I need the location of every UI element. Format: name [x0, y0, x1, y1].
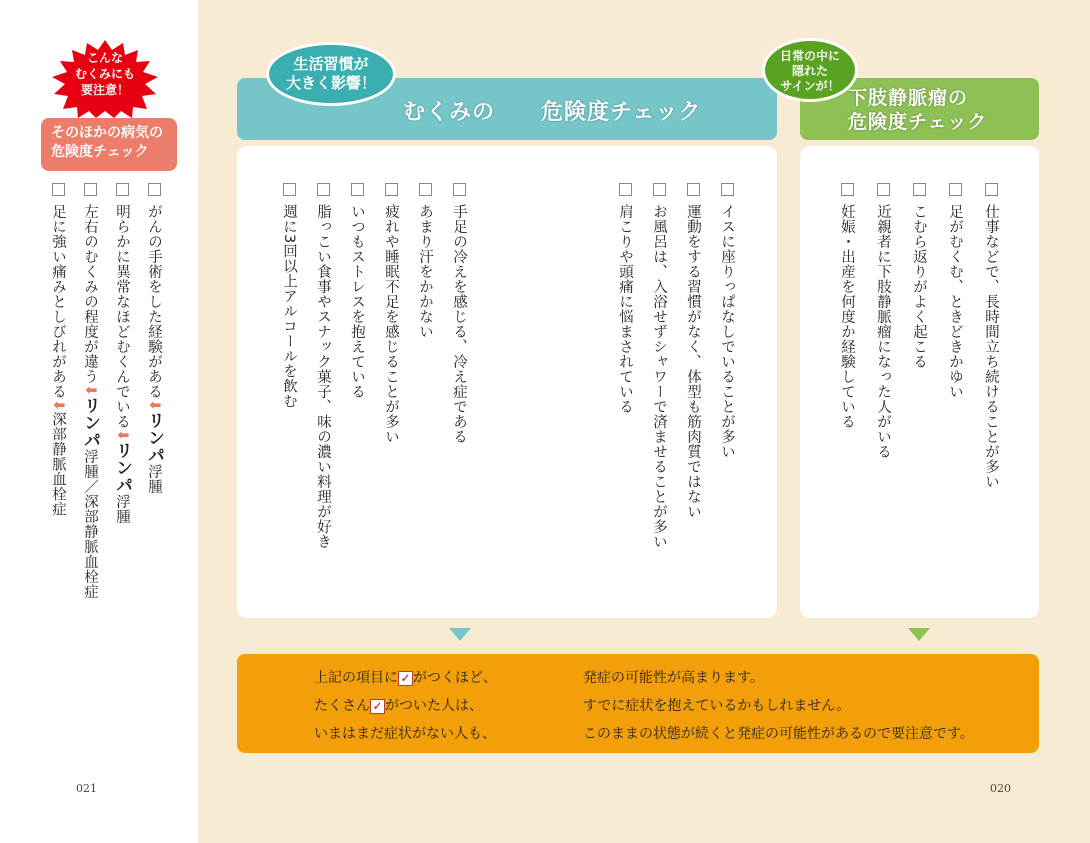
down-triangle-icon — [449, 628, 471, 641]
checkbox — [52, 183, 65, 196]
result-text: 深部静脈血栓症 — [50, 411, 66, 517]
page-number: 020 — [990, 782, 1011, 795]
starburst-line: むくみにも — [74, 67, 135, 81]
left-check-item — [80, 183, 100, 599]
starburst-text — [60, 50, 150, 98]
checkbox — [721, 183, 734, 196]
checklist-item — [909, 183, 929, 369]
checklist-item-text: 肩こりや頭痛に悩まされている — [617, 204, 633, 414]
checklist-item-text: 仕事などで、長時間立ち続けることが多い — [983, 204, 999, 489]
checkbox — [385, 183, 398, 196]
down-arrow-icon: ⬇ — [146, 399, 162, 412]
checklist-item — [279, 183, 299, 409]
summary-left-text — [314, 667, 497, 687]
summary-left-text — [314, 695, 483, 715]
summary-text-part: いまはまだ症状がない人も、 — [314, 726, 496, 742]
checklist-item-text: お風呂は、入浴せずシャワーで済ませることが多い — [651, 204, 667, 549]
checklist-item — [449, 183, 469, 444]
summary-text-part: たくさん — [314, 698, 370, 714]
bubble-line: 隠れた — [791, 64, 828, 78]
other-disease-label — [41, 118, 177, 171]
down-arrow-icon: ⬇ — [50, 399, 66, 412]
checklist-item — [649, 183, 669, 549]
checkbox — [913, 183, 926, 196]
lifestyle-bubble — [266, 42, 396, 106]
checklist-item — [347, 183, 367, 399]
checkbox — [148, 183, 161, 196]
left-check-text: 明らかに異常なほどむくんでいる — [114, 204, 130, 429]
checklist-item — [683, 183, 703, 519]
checkbox — [619, 183, 632, 196]
result-text: 浮腫 — [146, 464, 162, 495]
summary-text-part: 上記の項目に — [314, 670, 398, 686]
checklist-item-text: 手足の冷えを感じる、冷え症である — [451, 204, 467, 444]
checkbox — [419, 183, 432, 196]
starburst-line: 要注意！ — [80, 83, 129, 97]
summary-right-text: このままの状態が続くと発症の可能性があるので要注意です。 — [583, 726, 974, 742]
result-bold: リンパ — [112, 441, 132, 495]
summary-text-part: がつくほど、 — [413, 670, 497, 686]
checkbox — [985, 183, 998, 196]
result-text: 浮腫／深部静脈血栓症 — [82, 449, 98, 600]
bubble-line: サインが！ — [780, 79, 840, 93]
checklist-item — [837, 183, 857, 429]
hidden-sign-bubble — [762, 38, 858, 102]
other-disease-label-line: そのほかの病気の — [51, 125, 163, 141]
checkbox — [877, 183, 890, 196]
title-line: 危険度チェック — [848, 111, 988, 133]
result-bold: リンパ — [80, 396, 100, 450]
summary-right-text: 発症の可能性が高まります。 — [583, 670, 764, 686]
starburst-line: こんな — [86, 51, 123, 65]
checklist-item-text: イスに座りっぱなしでいることが多い — [719, 204, 735, 459]
checklist-item-text: あまり汗をかかない — [417, 204, 433, 339]
checklist-item — [313, 183, 333, 549]
down-triangle-icon — [908, 628, 930, 641]
checkbox — [453, 183, 466, 196]
checklist-item-text: 疲れや睡眠不足を感じることが多い — [383, 204, 399, 444]
left-check-item — [144, 183, 164, 494]
checklist-item — [415, 183, 435, 339]
summary-left-text — [314, 723, 496, 743]
down-arrow-icon: ⬇ — [82, 384, 98, 397]
checkbox — [351, 183, 364, 196]
bubble-line: 生活習慣が — [293, 55, 369, 73]
checklist-item — [873, 183, 893, 459]
other-disease-label-line: 危険度チェック — [51, 144, 149, 160]
down-arrow-icon: ⬇ — [114, 429, 130, 442]
left-check-item — [112, 183, 132, 524]
page-number: 021 — [76, 782, 97, 795]
checklist-item-text: 足がむくむ、ときどきかゆい — [947, 204, 963, 399]
left-check-item — [48, 183, 68, 517]
checklist-item-text: 週に3回以上アルコールを飲む — [281, 204, 297, 409]
checklist-item — [717, 183, 737, 459]
result-text: 浮腫 — [114, 494, 130, 525]
checklist-item-text: 運動をする習慣がなく、体型も筋肉質ではない — [685, 204, 701, 519]
left-check-text: 足に強い痛みとしびれがある — [50, 204, 66, 399]
checklist-item-text: 妊娠・出産を何度か経験している — [839, 204, 855, 429]
bubble-line: 大きく影響！ — [285, 74, 376, 92]
result-bold: リンパ — [144, 411, 164, 465]
checkbox — [687, 183, 700, 196]
checkbox — [949, 183, 962, 196]
summary-right-text: すでに症状を抱えているかもしれません。 — [583, 698, 851, 714]
checklist-item — [615, 183, 635, 414]
checkbox — [653, 183, 666, 196]
checkbox — [317, 183, 330, 196]
summary-text-part: がついた人は、 — [385, 698, 483, 714]
left-check-text: がんの手術をした経験がある — [146, 204, 162, 399]
checklist-item-text: こむら返りがよく起こる — [911, 204, 927, 369]
checklist-item — [381, 183, 401, 444]
checkmark-icon: ✓ — [398, 671, 413, 686]
checkbox — [116, 183, 129, 196]
checkbox — [841, 183, 854, 196]
bubble-line: 日常の中に — [779, 49, 840, 63]
varicose-risk-title — [848, 86, 987, 134]
checkbox — [283, 183, 296, 196]
title-line: 下肢静脈瘤の — [848, 87, 969, 109]
swelling-risk-title: むくみの 危険度チェック — [403, 100, 702, 125]
checklist-item — [945, 183, 965, 399]
checklist-item-text: 脂っこい食事やスナック菓子、味の濃い料理が好き — [315, 204, 331, 549]
checkbox — [84, 183, 97, 196]
checklist-item — [981, 183, 1001, 489]
checklist-item-text: いつもストレスを抱えている — [349, 204, 365, 399]
left-check-text: 左右のむくみの程度が違う — [82, 204, 98, 384]
checkmark-icon: ✓ — [370, 699, 385, 714]
checklist-item-text: 近親者に下肢静脈瘤になった人がいる — [875, 204, 891, 459]
